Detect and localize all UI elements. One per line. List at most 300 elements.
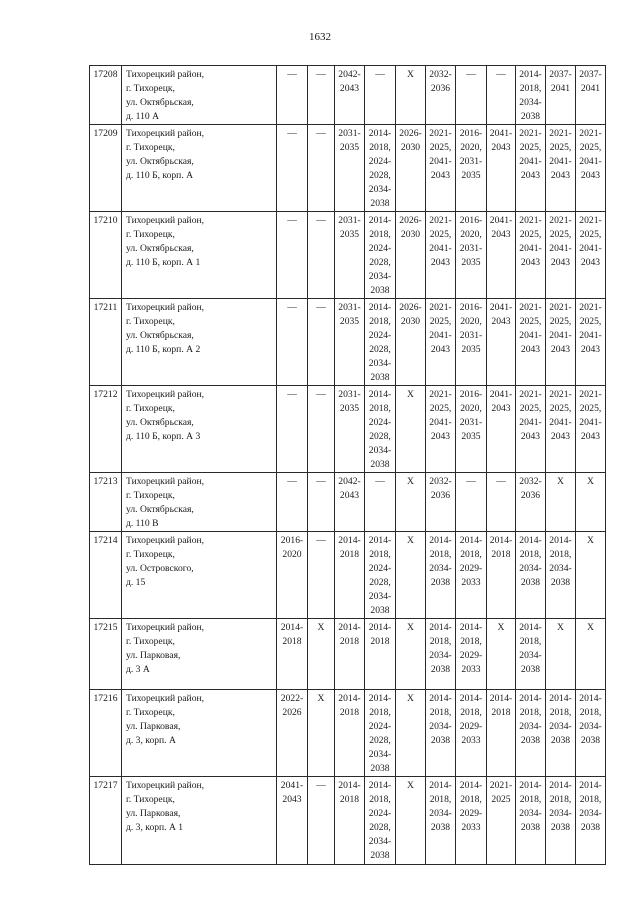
address-line: г. Тихорецк, [126,83,175,94]
period-cell [426,125,456,212]
period-cell [426,66,456,125]
period-cell [487,386,516,473]
period-line: 2014- [549,535,572,546]
period-line: 2043 [430,431,451,442]
record-number: 17208 [90,66,122,125]
address-line: д. 110 В [126,518,159,529]
period-line: 2038 [520,664,541,675]
period-line: 2031- [459,330,483,341]
period-line: 2031- [338,128,361,139]
address-line: Тихорецкий район, [126,128,205,139]
period-line: 2043 [430,170,451,181]
period-cell [487,690,516,777]
period-line: X [407,535,414,546]
period-line: 2035 [461,170,481,181]
period-line: 2032- [519,476,542,487]
period-cell [487,212,516,299]
period-line: 2030 [400,229,421,240]
period-cell [456,619,487,690]
period-line: 2042- [338,476,361,487]
period-line: 2018, [369,707,391,718]
period-line: X [557,476,564,487]
period-cell [426,690,456,777]
period-cell [546,619,576,690]
period-line: 2021- [429,302,452,313]
period-line: 2016- [459,302,483,313]
period-cell [487,125,516,212]
period-line: 2043 [580,344,601,355]
period-cell [576,777,606,865]
period-line: 2014- [519,693,542,704]
period-line: 2018, [579,707,602,718]
period-cell [576,212,606,299]
period-line: 2014- [368,535,392,546]
period-line: 2041- [429,156,452,167]
period-cell [335,125,365,212]
record-number: 17210 [90,212,122,299]
address-line: г. Тихорецк, [126,229,175,240]
period-line: 2018, [369,403,391,414]
address-cell [122,66,277,125]
period-line: 2038 [370,459,390,470]
period-cell [396,386,426,473]
period-line: 2028, [369,822,391,833]
period-line: 2043 [550,431,571,442]
period-line: — [496,69,506,80]
period-line: 2018 [282,636,302,647]
period-line: — [287,69,297,80]
record-number: 17212 [90,386,122,473]
period-cell [308,299,335,386]
period-line: 2036 [520,490,541,501]
address-line: ул. Парковая, [126,721,181,732]
period-line: 2037- [579,69,602,80]
period-line: 2025, [549,403,572,414]
period-cell [487,299,516,386]
period-line: 2018, [549,549,572,560]
period-line: X [407,780,414,791]
address-line: ул. Островского, [126,563,194,574]
period-line: 2021- [519,389,542,400]
period-line: 2034- [549,721,572,732]
table-row [90,66,606,125]
period-cell [516,473,546,532]
period-line: — [466,69,476,80]
period-line: 2043 [580,431,601,442]
period-cell [335,690,365,777]
page-number: 1632 [309,31,331,43]
period-line: 2014- [489,535,513,546]
period-line: — [375,476,385,487]
period-cell [335,532,365,619]
record-number: 17213 [90,473,122,532]
period-line: 2021- [579,215,602,226]
table-row [90,299,606,386]
period-cell [516,690,546,777]
period-line: 2030 [400,316,421,327]
period-line: X [317,693,325,704]
period-line: 2038 [370,763,390,774]
period-cell [426,619,456,690]
period-line: 2018, [429,549,452,560]
period-cell [335,66,365,125]
period-line: 2034- [519,721,542,732]
period-line: 2014- [429,535,452,546]
period-cell [576,532,606,619]
period-line: — [466,476,476,487]
period-line: — [316,215,326,226]
period-line: 2029- [459,808,483,819]
period-line: 2034- [368,184,392,195]
period-line: 2034- [549,563,572,574]
period-line: 2034- [549,808,572,819]
address-line: г. Тихорецк, [126,403,175,414]
period-line: 2041- [579,243,602,254]
period-line: 2021- [549,128,572,139]
period-line: 2018, [369,316,391,327]
record-number: 17211 [90,299,122,386]
period-line: 2020, [460,403,482,414]
address-line: г. Тихорецк, [126,549,175,560]
period-cell [277,299,308,386]
period-cell [576,299,606,386]
period-line: — [316,780,326,791]
address-line: ул. Октябрьская, [126,504,194,515]
address-cell [122,619,277,690]
period-line: 2016- [459,389,483,400]
period-line: 2034- [429,721,452,732]
period-line: 2038 [430,822,451,833]
period-line: 2028, [369,344,391,355]
period-line: 2014- [368,302,392,313]
period-line: 2014- [429,780,452,791]
period-line: 2018 [339,794,360,805]
period-line: — [496,476,506,487]
period-line: 2014- [429,622,452,633]
period-cell [576,66,606,125]
period-cell [516,619,546,690]
period-line: 2030 [400,142,421,153]
period-cell [277,386,308,473]
period-line: 2036 [430,490,451,501]
period-line: 2025, [519,316,542,327]
period-cell [546,777,576,865]
period-line: 2014- [429,693,452,704]
period-cell [277,690,308,777]
address-line: д. 110 Б, корп. А 1 [126,257,201,268]
period-line: 2033 [461,822,481,833]
period-line: 2021- [549,215,572,226]
period-cell [335,777,365,865]
address-line: Тихорецкий район, [126,780,205,791]
address-line: Тихорецкий район, [126,69,205,80]
table-row [90,212,606,299]
period-line: 2038 [520,577,541,588]
address-line: Тихорецкий район, [126,535,205,546]
period-line: 2025, [429,316,452,327]
period-line: 2014- [519,622,542,633]
period-line: 2034- [368,836,392,847]
period-line: 2043 [491,142,511,153]
address-line: ул. Октябрьская, [126,97,194,108]
period-line: 2035 [461,344,481,355]
period-cell [426,532,456,619]
period-line: X [407,693,414,704]
period-line: 2026 [282,707,302,718]
period-line: 2041- [549,417,572,428]
period-line: 2025, [429,403,452,414]
period-line: X [407,476,414,487]
period-line: 2028, [369,577,391,588]
period-line: — [316,476,326,487]
period-line: 2018, [369,549,391,560]
period-cell [426,777,456,865]
record-number: 17214 [90,532,122,619]
period-cell [456,386,487,473]
period-line: 2043 [491,316,511,327]
period-line: 2014- [519,780,542,791]
period-cell [546,66,576,125]
period-cell [365,473,396,532]
period-cell [546,690,576,777]
period-line: 2038 [430,664,451,675]
period-cell [546,212,576,299]
period-line: 2043 [580,257,601,268]
period-line: 2020 [282,549,302,560]
period-line: 2035 [339,316,360,327]
period-line: 2034- [368,271,392,282]
period-line: 2034- [579,808,602,819]
period-cell [335,386,365,473]
period-cell [426,299,456,386]
period-line: 2041- [429,417,452,428]
period-line: 2025 [491,794,511,805]
period-line: 2018 [339,636,360,647]
period-line: — [287,215,297,226]
period-line: 2021- [519,302,542,313]
period-line: 2028, [369,257,391,268]
period-line: X [557,622,564,633]
period-line: 2041- [519,156,542,167]
period-line: 2034- [429,563,452,574]
period-cell [576,619,606,690]
period-cell [456,690,487,777]
period-line: 2038 [370,372,390,383]
period-line: 2021- [489,780,513,791]
period-line: 2043 [430,344,451,355]
period-line: 2034- [579,721,602,732]
period-line: 2018, [519,83,542,94]
address-cell [122,690,277,777]
period-line: 2018, [369,229,391,240]
period-line: 2016- [459,128,483,139]
address-line: д. 15 [126,577,146,588]
period-line: 2021- [579,302,602,313]
period-line: 2041- [489,389,513,400]
period-line: 2041- [429,330,452,341]
period-line: 2035 [339,229,360,240]
period-line: 2043 [520,344,541,355]
period-line: 2036 [430,83,451,94]
period-line: 2038 [580,735,601,746]
address-line: г. Тихорецк, [126,490,175,501]
period-line: 2018, [460,549,482,560]
period-line: 2034- [368,591,392,602]
period-cell [396,299,426,386]
period-line: 2043 [339,83,360,94]
period-line: 2034- [519,97,542,108]
period-line: 2014- [338,693,361,704]
period-line: — [316,535,326,546]
address-line: д. 110 Б, корп. А 3 [126,431,201,442]
period-line: 2018, [429,707,452,718]
period-cell [576,386,606,473]
period-line: 2024- [368,156,392,167]
period-cell [426,473,456,532]
period-cell [365,386,396,473]
period-line: 2018 [339,549,360,560]
period-line: 2021- [429,389,452,400]
period-line: 2020, [460,229,482,240]
period-cell [308,66,335,125]
period-line: 2018 [491,707,511,718]
address-line: Тихорецкий район, [126,622,205,633]
period-line: 2018, [549,707,572,718]
period-cell [365,125,396,212]
period-cell [487,777,516,865]
period-line: 2043 [282,794,302,805]
period-line: 2031- [459,243,483,254]
period-cell [576,473,606,532]
period-line: 2014- [459,535,483,546]
period-line: 2024- [368,808,392,819]
period-cell [308,212,335,299]
period-line: 2032- [429,476,452,487]
period-line: 2018 [339,707,360,718]
address-cell [122,212,277,299]
period-line: 2038 [520,735,541,746]
period-line: 2034- [519,808,542,819]
period-line: 2021- [579,128,602,139]
period-line: 2043 [550,170,571,181]
period-line: 2025, [549,229,572,240]
address-cell [122,386,277,473]
period-line: 2025, [519,229,542,240]
address-line: Тихорецкий район, [126,215,205,226]
period-line: 2025, [579,316,602,327]
period-cell [365,619,396,690]
period-line: 2031- [459,417,483,428]
period-cell [516,386,546,473]
period-line: 2038 [550,822,571,833]
period-line: 2038 [520,111,541,122]
period-line: 2041- [489,215,513,226]
period-line: 2043 [491,229,511,240]
period-line: 2014- [368,780,392,791]
period-line: 2037- [549,69,572,80]
period-line: 2016- [280,535,304,546]
period-line: 2014- [579,780,602,791]
address-line: ул. Парковая, [126,808,181,819]
period-line: 2034- [519,650,542,661]
period-line: 2018, [460,794,482,805]
period-line: 2034- [368,358,392,369]
period-line: 2029- [459,563,483,574]
period-cell [277,212,308,299]
period-line: 2024- [368,721,392,732]
period-cell [576,125,606,212]
period-cell [487,66,516,125]
address-line: г. Тихорецк, [126,707,175,718]
period-line: X [407,69,414,80]
period-line: — [316,389,326,400]
period-cell [396,690,426,777]
period-line: X [407,389,414,400]
period-cell [546,473,576,532]
period-line: 2024- [368,243,392,254]
period-line: 2024- [368,563,392,574]
period-line: 2033 [461,735,481,746]
period-line: 2025, [549,316,572,327]
period-line: 2038 [550,735,571,746]
period-line: 2035 [461,257,481,268]
period-line: — [287,476,297,487]
period-line: 2018, [579,794,602,805]
period-cell [516,66,546,125]
period-line: 2014- [459,693,483,704]
address-cell [122,532,277,619]
address-cell [122,777,277,865]
period-line: 2038 [520,822,541,833]
period-cell [335,299,365,386]
period-line: 2031- [338,389,361,400]
period-line: 2014- [338,622,361,633]
period-cell [456,212,487,299]
period-cell [396,532,426,619]
period-cell [487,532,516,619]
period-cell [456,777,487,865]
period-line: 2024- [368,330,392,341]
period-cell [546,125,576,212]
period-line: 2018, [519,707,542,718]
period-line: — [316,69,326,80]
period-line: 2031- [459,156,483,167]
period-cell [335,212,365,299]
table-row [90,473,606,532]
period-line: 2014- [579,693,602,704]
period-line: 2034- [519,563,542,574]
period-line: 2014- [368,622,392,633]
period-line: 2014- [338,535,361,546]
period-line: 2041- [429,243,452,254]
period-line: 2025, [429,142,452,153]
period-cell [277,125,308,212]
table-row [90,619,606,690]
period-line: — [287,389,297,400]
period-line: 2025, [519,142,542,153]
period-line: 2043 [550,344,571,355]
period-line: 2028, [369,170,391,181]
record-number: 17209 [90,125,122,212]
period-line: 2032- [429,69,452,80]
address-line: ул. Октябрьская, [126,243,194,254]
period-line: 2031- [338,302,361,313]
period-cell [426,212,456,299]
period-line: 2035 [461,431,481,442]
period-line: 2014- [368,389,392,400]
period-line: 2018, [460,636,482,647]
period-line: X [587,535,594,546]
